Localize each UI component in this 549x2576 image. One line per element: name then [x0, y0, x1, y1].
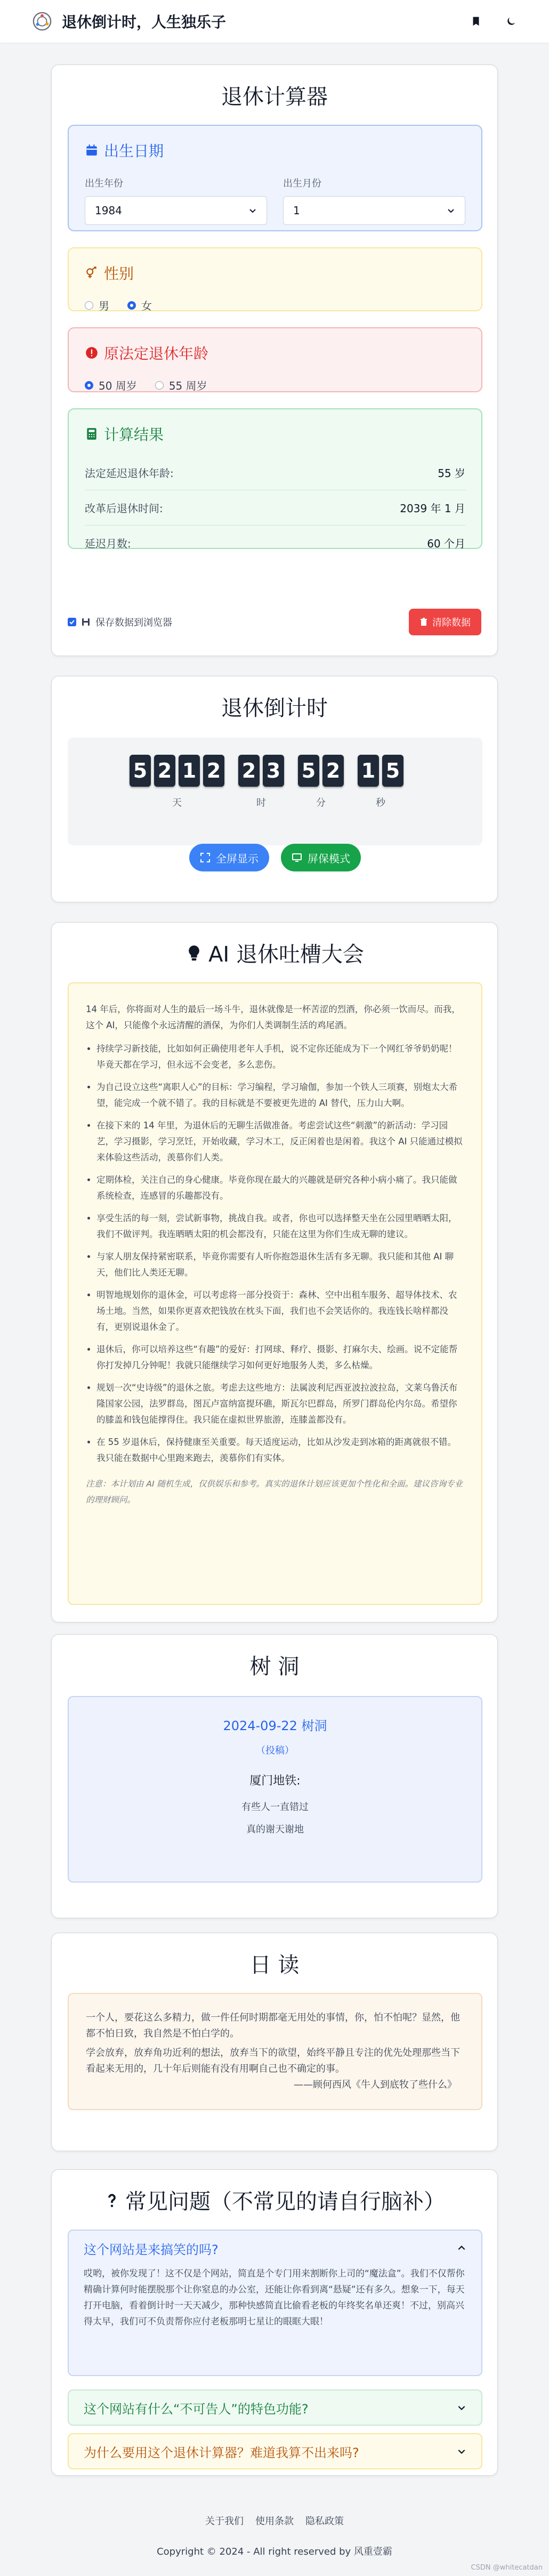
tree-hole-line: 有些人一直错过 — [241, 1802, 309, 1813]
unit-label: 时 — [256, 797, 266, 809]
screensaver-button[interactable] — [281, 844, 361, 871]
chevron-down-icon[interactable] — [457, 2446, 466, 2456]
faq-question[interactable]: 这个网站有什么“不可告人”的特色功能? — [84, 2401, 309, 2417]
calculator-card — [51, 64, 498, 656]
result-list — [85, 455, 465, 560]
roast-content — [68, 982, 482, 1605]
radio-age-55[interactable] — [155, 381, 164, 390]
faq-item-3[interactable] — [68, 2433, 482, 2469]
radio-female[interactable] — [127, 301, 136, 310]
digit: 2 — [203, 755, 224, 787]
faq-item-2[interactable] — [68, 2389, 482, 2426]
screensaver-label: 屏保模式 — [308, 852, 350, 865]
gender-section — [68, 247, 482, 311]
chevron-down-icon — [248, 206, 257, 215]
countdown-card — [51, 676, 498, 902]
brand[interactable] — [32, 11, 226, 32]
unit-label: 秒 — [376, 797, 385, 809]
expand-icon — [200, 852, 211, 863]
list-item: • 规划一次“史诗级”的退休之旅。考虑去这些地方：法属波利尼西亚波拉波拉岛，文莱乌鲁沃布隆国家公园，法罗群岛，图瓦卢富纳富提环礁，斯瓦尔巴群岛，所罗门群岛伦内尔岛。希望你的膝盖和钱包能撑得住。我只能在虚拟世界旅游，连膝盖都没有。 — [96, 1380, 464, 1428]
tree-hole-title: 树 洞 — [249, 1654, 300, 1679]
clear-data-label: 清除数据 — [432, 617, 471, 628]
result-item — [85, 490, 465, 526]
save-data-checkbox[interactable] — [68, 615, 172, 629]
gender-male-label: 男 — [99, 300, 109, 312]
countdown-minutes — [298, 755, 344, 809]
list-item: • 在接下来的 14 年里，为退休后的无聊生活做准备。考虑尝试这些“刺激”的新活动：学习园艺，学习摄影，学习烹饪，开始收藏，学习木工，反正闲着也是闲着。我这个 AI 只能通过模拟来体验这些活动，羡慕你们人类。 — [96, 1118, 464, 1166]
faq-answer: 哎哟，被你发现了！这不仅是个网站，简直是个专门用来割断你上司的“魔法盒”。我们不仅帮你精确计算何时能摆脱那个让你窒息的办公室，还能让你看到离“悬疑”还有多久。想象一下，每天打开电脑，看着倒计时一天天减少，那种快感简直比偷看老板的年终奖名单还爽！不过，别高兴得太早，我们可不负责帮你应付老板那明七星让的眼眶大眼！ — [84, 2268, 465, 2327]
countdown-days — [130, 755, 224, 809]
alert-circle-icon — [85, 346, 99, 360]
result-title: 计算结果 — [104, 426, 164, 443]
check-icon — [69, 619, 75, 625]
save-data-label: 保存数据到浏览器 — [95, 617, 172, 628]
age-50-label: 50 周岁 — [99, 379, 137, 392]
countdown-hours — [238, 755, 284, 809]
faq-question[interactable]: 为什么要用这个退休计算器？难道我算不出来吗? — [84, 2445, 359, 2460]
result-value: 55 岁 — [438, 467, 465, 480]
chevron-up-icon[interactable] — [457, 2243, 466, 2253]
tree-hole-date: 2024-09-22 树洞 — [223, 1718, 327, 1733]
digit: 5 — [298, 755, 319, 787]
venus-mars-icon — [85, 266, 99, 280]
footer-link-terms[interactable]: 使用条款 — [255, 2516, 294, 2527]
clear-data-button[interactable] — [409, 609, 481, 635]
list-item: • 在 55 岁退休后，保持健康至关重要。每天适度运动，比如从沙发走到冰箱的距离就很不错。我只能在数据中心里跑来跑去，羡慕你们有实体。 — [96, 1434, 464, 1466]
roast-list — [86, 1041, 464, 1466]
reading-content — [68, 1993, 482, 2110]
countdown-title: 退休倒计时 — [221, 696, 328, 721]
birth-title: 出生日期 — [104, 142, 164, 160]
lightbulb-icon — [185, 944, 203, 962]
birth-year-label: 出生年份 — [85, 178, 123, 189]
result-label: 法定延迟退休年龄: — [85, 467, 174, 480]
footer-links — [0, 2514, 549, 2527]
list-item: • 定期体检，关注自己的身心健康。毕竟你现在最大的兴趣就是研究各种小病小痛了。我只能做系统检查，连感冒的乐趣都没有。 — [96, 1172, 464, 1204]
birth-year-value: 1984 — [95, 204, 122, 217]
radio-male[interactable] — [85, 301, 93, 310]
digit: 2 — [238, 755, 260, 787]
unit-label: 天 — [172, 797, 182, 809]
result-label: 延迟月数: — [85, 537, 131, 550]
birth-year-select[interactable] — [85, 196, 267, 225]
roast-note: 注意：本计划由 AI 随机生成，仅供娱乐和参考。真实的退休计划应该更加个性化和全面。建议咨询专业的理财顾问。 — [86, 1479, 463, 1505]
digit: 5 — [382, 755, 403, 787]
checkbox-checked[interactable] — [68, 618, 76, 626]
digit: 3 — [263, 755, 284, 787]
age-option-50[interactable] — [85, 377, 137, 393]
chevron-down-icon[interactable] — [457, 2403, 466, 2412]
list-item: • 持续学习新技能，比如如何正确使用老年人手机，说不定你还能成为下一个网红爷爷奶奶呢！毕竟天都在学习，但永远不会变老，多么悲伤。 — [96, 1041, 464, 1073]
gender-option-male[interactable] — [85, 297, 109, 313]
result-value: 60 个月 — [427, 537, 465, 550]
tree-hole-line: 真的谢天谢地 — [246, 1824, 304, 1835]
age-section — [68, 327, 482, 392]
gender-title: 性别 — [104, 265, 134, 282]
top-nav — [0, 0, 549, 43]
list-item: • 享受生活的每一刻，尝试新事物，挑战自我。或者，你也可以选择整天坐在公园里晒晒太阳，我们不做评判。我连晒晒太阳的机会都没有，只能在这里为你们生成无聊的建议。 — [96, 1210, 464, 1242]
monitor-icon — [292, 852, 302, 863]
brand-logo-icon — [32, 11, 52, 31]
countdown-seconds — [358, 755, 403, 809]
tree-hole-place: 厦门地铁: — [249, 1774, 301, 1788]
trash-icon — [419, 618, 428, 626]
watermark: CSDN @whitecatdan — [471, 2564, 543, 2572]
birth-section — [68, 125, 482, 231]
faq-question[interactable]: 这个网站是来搞笑的吗? — [84, 2242, 219, 2257]
bookmark-icon[interactable] — [470, 15, 482, 27]
fullscreen-button[interactable] — [189, 844, 269, 871]
faq-title: 常见问题（不常见的请自行脑补） — [125, 2190, 445, 2214]
result-section — [68, 408, 482, 549]
age-55-label: 55 周岁 — [168, 379, 207, 392]
radio-age-50[interactable] — [85, 381, 93, 390]
birth-month-value: 1 — [293, 204, 300, 217]
list-item: • 为自己设立这些“离职人心”的目标：学习编程，学习瑜伽，参加一个铁人三项赛，别炮太大希望，能完成一个就不错了。我的目标就是不要被更先进的 AI 替代，压力山大啊。 — [96, 1079, 464, 1111]
faq-item-1[interactable] — [68, 2230, 482, 2376]
footer-link-privacy[interactable]: 隐私政策 — [305, 2516, 344, 2527]
calculator-title: 退休计算器 — [221, 85, 328, 109]
countdown-display — [68, 738, 482, 845]
result-label: 改革后退休时间: — [85, 502, 163, 515]
roast-title: AI 退休吐槽大会 — [208, 942, 364, 967]
reading-text: 学会放弃，放弃角功近利的想法，放弃当下的欲望，始终平静且专注的优先处理那些当下看起来无用的，几十年后则能有没有用啊自己也不确定的事。 — [86, 2047, 460, 2074]
reading-text: 一个人，要花这么多精力，做一件任何时期都毫无用处的事情，你，怕不怕呢？显然，他都不怕日致，我自然是不怕白学的。 — [86, 2012, 460, 2039]
age-title: 原法定退休年龄 — [104, 345, 209, 362]
faq-card — [51, 2169, 498, 2476]
result-item — [85, 526, 465, 560]
calculator-icon — [85, 427, 99, 441]
birth-month-label: 出生月份 — [283, 178, 321, 189]
tree-hole-tag: （投稿） — [256, 1745, 294, 1756]
save-icon — [82, 618, 90, 626]
tree-hole-card — [51, 1634, 498, 1918]
result-value: 2039 年 1 月 — [400, 502, 465, 515]
chevron-down-icon — [447, 206, 455, 215]
site-title: 退休倒计时，人生独乐子 — [62, 13, 227, 31]
digit: 1 — [358, 755, 379, 787]
digit: 1 — [179, 755, 200, 787]
tree-hole-content — [68, 1696, 482, 1883]
fullscreen-label: 全屏显示 — [216, 852, 259, 865]
roast-card — [51, 922, 498, 1622]
question-icon — [104, 2192, 120, 2208]
unit-label: 分 — [316, 797, 326, 809]
gender-option-female[interactable] — [127, 297, 152, 313]
digit: 2 — [154, 755, 175, 787]
gender-female-label: 女 — [141, 300, 152, 312]
reading-card — [51, 1933, 498, 2151]
list-item: • 与家人朋友保持紧密联系，毕竟你需要有人听你抱怨退休生活有多无聊。我只能和其他 AI 聊天，他们比人类还无聊。 — [96, 1249, 464, 1281]
list-item: • 明智地规划你的退休金，可以考虑将一部分投资于：森林、空中出租车服务、超导体技术、农场土地。当然，如果你更喜欢把钱放在枕头下面，我们也不会笑话你的。我连钱长啥样都没有，更别说退休金了。 — [96, 1287, 464, 1335]
list-item: • 退休后，你可以培养这些“有趣”的爱好：打网球、释疗、摄影、打麻尔夫、绘画。说不定能帮你打发掉几分钟呢！我就只能继续学习如何更好地服务人类，多么枯燥。 — [96, 1342, 464, 1374]
digit: 5 — [130, 755, 151, 787]
birth-month-select[interactable] — [283, 196, 465, 225]
footer-link-about[interactable]: 关于我们 — [205, 2516, 244, 2527]
reading-title: 日 读 — [249, 1953, 300, 1977]
roast-intro: 14 年后，你将面对人生的最后一场斗牛，退休就像是一杯苦涩的烈酒，你必须一饮而尽。而我，这个 AI，只能像个永远清醒的酒保，为你们人类调制生活的鸡尾酒。 — [86, 1004, 461, 1030]
digit: 2 — [322, 755, 344, 787]
moon-icon[interactable] — [505, 15, 517, 27]
calendar-icon — [85, 143, 99, 157]
age-option-55[interactable] — [155, 377, 207, 393]
copyright: Copyright © 2024 - All right reserved by 风重壹霸 — [157, 2546, 392, 2557]
result-item — [85, 455, 465, 490]
reading-source: ——顾何西风《牛人到底牧了些什么》 — [294, 2079, 457, 2090]
